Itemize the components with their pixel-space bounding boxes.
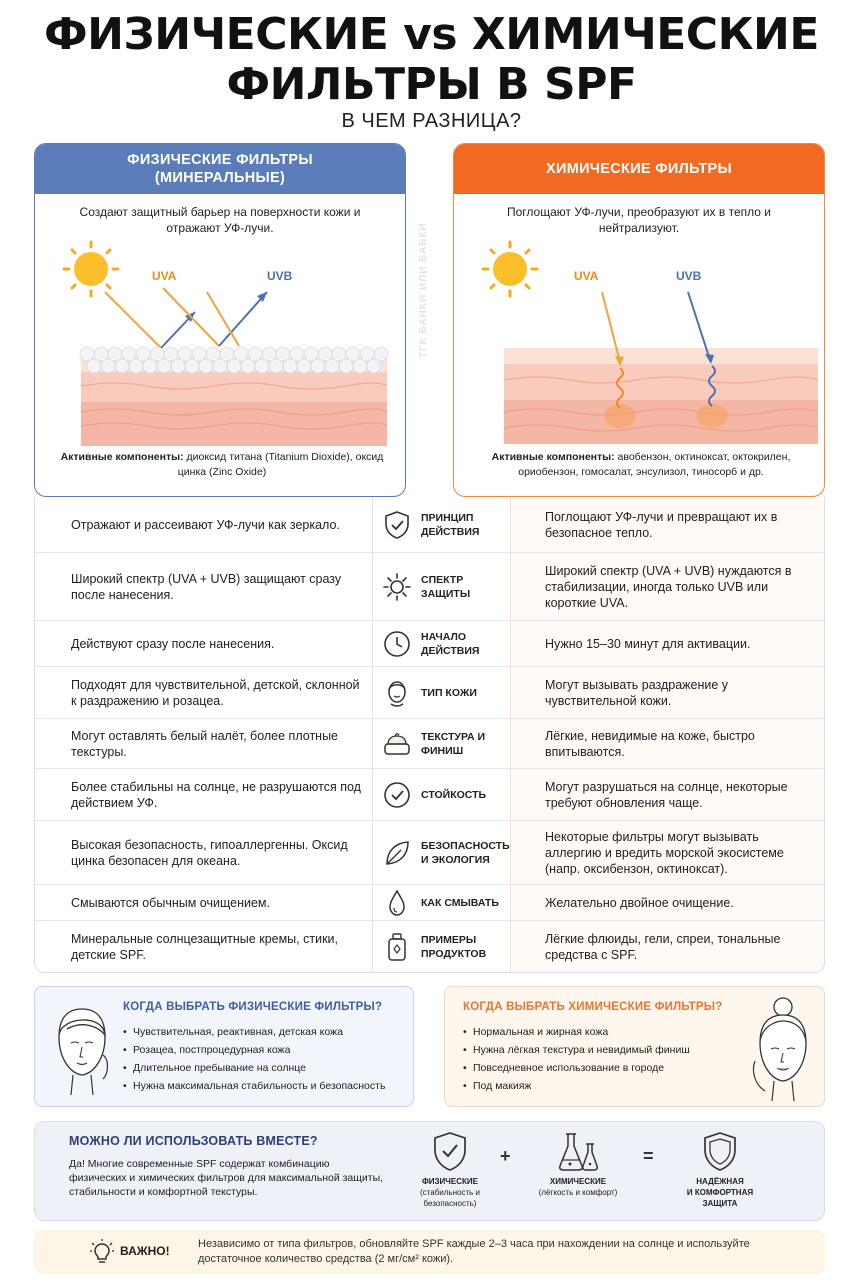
- chemical-filters-panel: [453, 143, 825, 497]
- physical-filters-panel: [34, 143, 406, 497]
- uv-rays: [105, 288, 267, 348]
- title-line-2: ФИЛЬТРЫ В SPF: [226, 59, 637, 110]
- lab-flasks-icon: [556, 1130, 600, 1174]
- criterion-label: ТИП КОЖИ: [421, 686, 477, 699]
- table-row: [35, 921, 825, 973]
- combo-physical: [395, 1130, 505, 1209]
- shield-check-icon: [430, 1130, 470, 1174]
- plus-sign: +: [500, 1146, 511, 1166]
- combination-title: МОЖНО ЛИ ИСПОЛЬЗОВАТЬ ВМЕСТЕ?: [69, 1134, 318, 1148]
- list-item: • Розацеа, постпроцедурная кожа: [123, 1041, 385, 1059]
- leaf-icon: [381, 837, 413, 869]
- sun-icon: [381, 571, 413, 603]
- combo-result-line-2: И КОМФОРТНАЯ: [686, 1188, 754, 1197]
- criterion-cell: [381, 931, 509, 963]
- bottle-icon: [381, 931, 413, 963]
- combo-physical-sub: (стабильность и безопасность): [420, 1188, 480, 1208]
- physical-active-label: Активные компоненты:: [60, 451, 184, 463]
- combo-chemical: [523, 1130, 633, 1198]
- physical-active-text: диоксид титана (Titanium Dioxide), оксид цинка (Zinc Oxide): [177, 451, 384, 478]
- face-with-bun-icon: [747, 995, 817, 1105]
- list-item: • Нужна максимальная стабильность и безопасность: [123, 1077, 385, 1095]
- chemical-cell: Лёгкие флюиды, гели, спреи, тональные средства с SPF.: [545, 932, 781, 962]
- uvb-label: UVB: [676, 269, 702, 283]
- combo-chemical-sub: (лёгкость и комфорт): [538, 1188, 618, 1197]
- equals-sign: =: [643, 1146, 654, 1166]
- criterion-label: КАК СМЫВАТЬ: [421, 896, 499, 909]
- table-row: [35, 821, 825, 885]
- uva-label: UVA: [152, 269, 177, 283]
- shield-check-icon: [381, 509, 413, 541]
- criterion-cell: [381, 509, 509, 541]
- page-title: [0, 10, 863, 110]
- drop-icon: [381, 887, 413, 919]
- criterion-label: ПРИНЦИП ДЕЙСТВИЯ: [421, 511, 480, 538]
- face-icon: [381, 677, 413, 709]
- physical-cell: Действуют сразу после нанесения.: [71, 636, 275, 651]
- chemical-cell: Желательно двойное очищение.: [545, 895, 734, 910]
- chemical-cell: Поглощают УФ-лучи и превращают их в безопасное тепло.: [545, 509, 778, 540]
- physical-cell: Высокая безопасность, гипоаллергенны. Оксид цинка безопасен для океана.: [71, 837, 348, 868]
- table-row: [35, 667, 825, 719]
- physical-active-components: [49, 450, 395, 480]
- check-circle-icon: [381, 779, 413, 811]
- table-row: [35, 621, 825, 667]
- criterion-label: ТЕКСТУРА И ФИНИШ: [421, 730, 486, 757]
- when-physical-box: [34, 986, 414, 1107]
- uvb-label: UVB: [267, 269, 293, 283]
- criterion-cell: [381, 677, 509, 709]
- sun-icon: [483, 242, 537, 296]
- criterion-label: ПРИМЕРЫ ПРОДУКТОВ: [421, 934, 487, 960]
- criterion-cell: [381, 887, 509, 919]
- combo-physical-label: ФИЗИЧЕСКИЕ: [421, 1177, 479, 1186]
- list-item: • Под макияж: [463, 1077, 690, 1095]
- heat-glow: [696, 404, 728, 428]
- physical-cell: Минеральные солнцезащитные кремы, стики, детские SPF.: [71, 932, 338, 962]
- when-chemical-title: КОГДА ВЫБРАТЬ ХИМИЧЕСКИЕ ФИЛЬТРЫ?: [463, 1001, 723, 1013]
- criterion-cell: [381, 571, 509, 603]
- table-row: [35, 719, 825, 769]
- physical-cell: Смываются обычным очищением.: [71, 895, 270, 910]
- when-chemical-list: [463, 1023, 690, 1095]
- chemical-cell: Широкий спектр (UVA + UVB) нуждаются в стабилизации, иногда только UVB или короткие UVA.: [545, 563, 792, 610]
- chemical-cell: Нужно 15–30 минут для активации.: [545, 636, 751, 651]
- combination-box: [34, 1121, 825, 1221]
- criterion-label: СТОЙКОСТЬ: [421, 788, 487, 801]
- physical-title-line-2: (МИНЕРАЛЬНЫЕ): [154, 170, 286, 186]
- physical-cell: Широкий спектр (UVA + UVB) защищают сразу после нанесения.: [71, 571, 342, 602]
- table-row: [35, 553, 825, 621]
- list-item: • Длительное пребывание на солнце: [123, 1059, 385, 1077]
- when-chemical-box: [444, 986, 825, 1107]
- physical-cell: Отражают и рассеивают УФ-лучи как зеркало.: [71, 517, 340, 532]
- criterion-cell: [381, 628, 509, 660]
- physical-description: Создают защитный барьер на поверхности кожи и отражают УФ-лучи.: [79, 205, 361, 235]
- clock-icon: [381, 628, 413, 660]
- list-item: • Чувствительная, реактивная, детская кожа: [123, 1023, 385, 1041]
- cream-jar-icon: [381, 728, 413, 760]
- important-note: [34, 1230, 825, 1274]
- chemical-active-components: [468, 450, 814, 480]
- criterion-label: БЕЗОПАСНОСТЬ И ЭКОЛОГИЯ: [421, 839, 510, 866]
- criterion-cell: [381, 728, 509, 760]
- criterion-label: НАЧАЛО ДЕЙСТВИЯ: [421, 630, 480, 657]
- uva-label: UVA: [574, 269, 599, 283]
- combo-result-line-1: НАДЁЖНАЯ: [696, 1177, 744, 1186]
- face-line-art-icon: [47, 999, 117, 1099]
- combo-result-line-3: ЗАЩИТА: [702, 1199, 738, 1208]
- chemical-active-label: Активные компоненты:: [491, 451, 615, 463]
- chemical-cell: Некоторые фильтры могут вызывать аллергию и вредить морской экосистеме (напр. оксибензон, октиноксат).: [545, 829, 784, 876]
- watermark: ТГК БАНКИ ИЛИ БАБКИ: [418, 222, 429, 358]
- physical-title-line-1: ФИЗИЧЕСКИЕ ФИЛЬТРЫ: [127, 152, 313, 168]
- physical-panel-header: [35, 144, 405, 194]
- table-row: [35, 885, 825, 921]
- table-row: [35, 497, 825, 553]
- physical-reflection-illustration: [35, 236, 406, 446]
- physical-cell: Более стабильны на солнце, не разрушаются под действием УФ.: [71, 779, 361, 810]
- chemical-cell: Лёгкие, невидимые на коже, быстро впитываются.: [545, 728, 755, 759]
- chemical-panel-header: ХИМИЧЕСКИЕ ФИЛЬТРЫ: [454, 144, 824, 194]
- physical-cell: Могут оставлять белый налёт, более плотные текстуры.: [71, 728, 339, 759]
- list-item: • Нормальная и жирная кожа: [463, 1023, 690, 1041]
- combination-text: Да! Многие современные SPF содержат комбинацию физических и химических фильтров для максимальной защиты, стабильности и комфортной текстуры.: [69, 1158, 384, 1198]
- physical-cell: Подходят для чувствительной, детской, склонной к раздражению и розацеа.: [71, 677, 360, 708]
- list-item: • Повседневное использование в городе: [463, 1059, 690, 1077]
- skin-layers: [504, 348, 818, 444]
- chemical-cell: Могут разрушаться на солнце, некоторые требуют обновления чаще.: [545, 779, 788, 810]
- title-line-1: ФИЗИЧЕСКИЕ vs ХИМИЧЕСКИЕ: [44, 9, 819, 60]
- important-text: Независимо от типа фильтров, обновляйте SPF каждые 2–3 часа при нахождении на солнце и используйте достаточное количество средства (2 мг/см² кожи).: [198, 1238, 750, 1265]
- sun-icon: [64, 242, 118, 296]
- shield-icon: [700, 1130, 740, 1174]
- comparison-table: [34, 497, 825, 973]
- chemical-cell: Могут вызывать раздражение у чувствительной кожи.: [545, 677, 729, 708]
- important-label: ВАЖНО!: [120, 1244, 170, 1258]
- when-physical-list: [123, 1023, 385, 1095]
- criterion-label: СПЕКТР ЗАЩИТЫ: [421, 573, 471, 600]
- list-item: • Нужна лёгкая текстура и невидимый финиш: [463, 1041, 690, 1059]
- criterion-cell: [381, 837, 509, 869]
- criterion-cell: [381, 779, 509, 811]
- chemical-active-text: авобензон, октиноксат, октокрилен, ориобензон, гомосалат, энсулизол, тиносорб и др.: [518, 451, 791, 478]
- mineral-particles: [80, 347, 388, 373]
- chemical-absorption-illustration: [454, 236, 825, 446]
- page-subtitle: В ЧЕМ РАЗНИЦА?: [341, 110, 522, 132]
- lightbulb-icon: [90, 1239, 114, 1265]
- combo-chemical-label: ХИМИЧЕСКИЕ: [549, 1177, 607, 1186]
- when-physical-title: КОГДА ВЫБРАТЬ ФИЗИЧЕСКИЕ ФИЛЬТРЫ?: [123, 1001, 383, 1013]
- chemical-description: Поглощают УФ-лучи, преобразуют их в тепло и нейтрализуют.: [507, 205, 771, 235]
- combo-result: [665, 1130, 775, 1209]
- table-row: [35, 769, 825, 821]
